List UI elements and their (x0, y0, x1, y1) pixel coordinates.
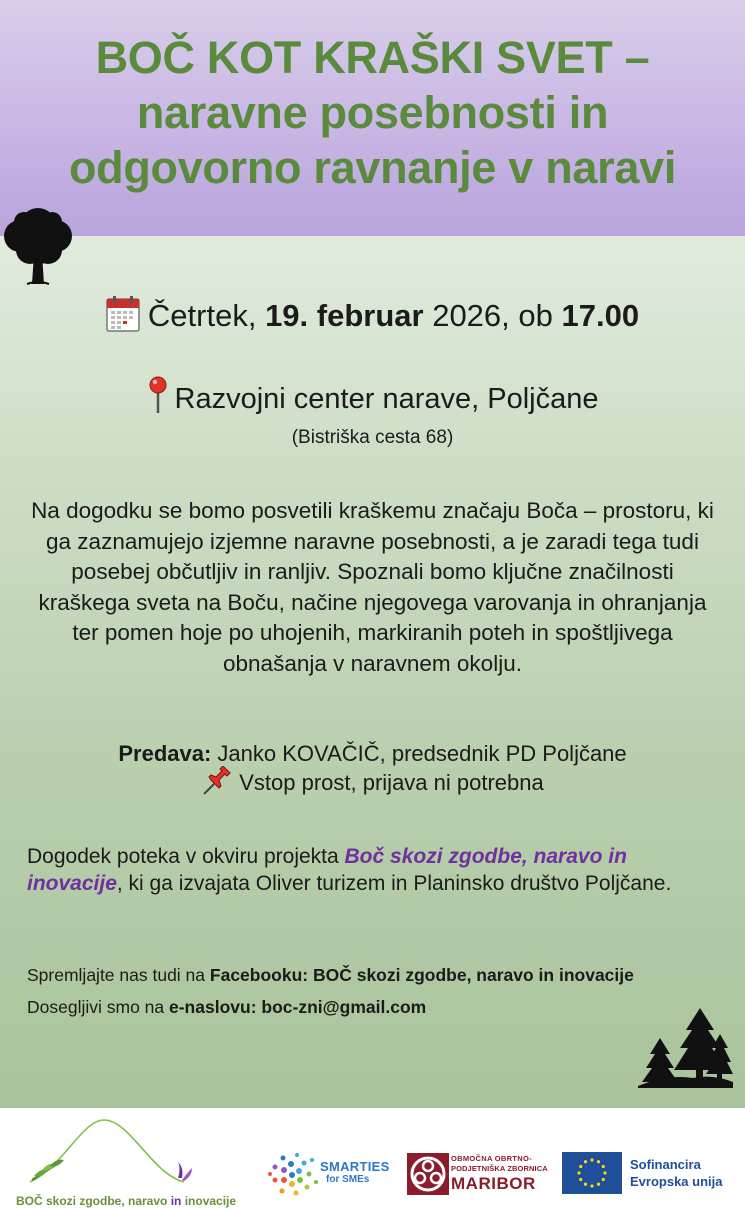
boc-logo-text-b: inovacije (181, 1194, 237, 1208)
project-suffix: , ki ga izvajata Oliver turizem in Planinsko društvo Poljčane. (116, 872, 672, 895)
tree-icon (2, 204, 74, 286)
calendar-icon (106, 296, 140, 332)
boc-project-logo (12, 1114, 242, 1210)
event-date-line (0, 296, 745, 336)
event-venue: Razvojni center narave, Poljčane (174, 383, 599, 415)
poster-title (0, 30, 745, 195)
boc-logo-text-in: in (170, 1194, 182, 1208)
eu-star (584, 1183, 587, 1186)
ooz-text-3: MARIBOR (451, 1174, 536, 1193)
eu-star (602, 1165, 605, 1168)
event-venue-line (0, 376, 745, 418)
ooz-maribor-logo (407, 1153, 548, 1197)
event-year: 2026, ob (432, 298, 553, 333)
lecturer-label: Predava: (118, 741, 212, 766)
eu-cofunding-logo (562, 1152, 738, 1196)
title-line-2: naravne posebnosti in (136, 87, 609, 138)
poster-header (0, 0, 745, 236)
eu-star (597, 1183, 600, 1186)
title-line-1: BOČ KOT KRAŠKI SVET – (95, 32, 650, 83)
event-time: 17.00 (561, 298, 640, 333)
facebook-prefix: Spremljajte nas tudi na (27, 965, 210, 985)
eu-flag-icon (562, 1152, 622, 1194)
boc-logo-text (16, 1194, 236, 1208)
smarties-text-1: SMARTIES (320, 1159, 390, 1174)
eu-star (603, 1171, 606, 1174)
lecturer-line (0, 740, 745, 768)
email-address[interactable]: e-naslovu: boc-zni@gmail.com (169, 997, 427, 1017)
map-pin-icon (147, 376, 169, 414)
email-prefix: Dosegljivi smo na (27, 997, 169, 1017)
eu-star (584, 1160, 587, 1163)
project-info (27, 843, 717, 897)
title-line-3: odgovorno ravnanje v naravi (68, 142, 677, 193)
email-contact (27, 995, 727, 1019)
entry-line (0, 766, 745, 797)
forest-icon (638, 1008, 733, 1088)
lecturer-name: Janko KOVAČIČ, predsednik PD Poljčane (217, 741, 627, 766)
eu-star (579, 1178, 582, 1181)
pushpin-icon (201, 766, 233, 796)
event-address: (Bistriška cesta 68) (291, 427, 454, 448)
eu-text-2: Evropska unija (630, 1174, 723, 1189)
smarties-text-2: for SMEs (326, 1174, 370, 1185)
facebook-contact (27, 963, 727, 987)
event-day: Četrtek, (147, 298, 257, 333)
ooz-emblem-icon (407, 1153, 449, 1195)
eu-text-1: Sofinancira (630, 1157, 701, 1172)
eu-star (590, 1184, 593, 1187)
entry-text: Vstop prost, prijava ni potrebna (239, 770, 544, 795)
ooz-text-1: OBMOČNA OBRTNO- (451, 1154, 532, 1163)
project-name: Boč skozi zgodbe, naravo in inovacije (27, 845, 627, 895)
eu-star (577, 1171, 580, 1174)
event-description: Na dogodku se bomo posvetili kraškemu značaju Boča – prostoru, ki ga zaznamujejo izjemne naravne posebnosti, a je zaradi tega tudi posebej občutljiv in ranljiv. Spoznali bomo ključne značilnosti kraškega sveta na Boču, načine njegovega varovanja in ohranjanja ter pomen hoje po uhojenih, markiranih poteh in spoštljivega obnašanja v naravnem okolju. (31, 498, 714, 676)
eu-star (579, 1165, 582, 1168)
mountain-icon (12, 1114, 242, 1194)
event-date: 19. februar (265, 298, 424, 333)
eu-star (590, 1158, 593, 1161)
sponsor-footer (0, 1108, 745, 1213)
eu-star (597, 1160, 600, 1163)
ooz-text-2: PODJETNIŠKA ZBORNICA (451, 1164, 548, 1173)
smarties-swirl-icon (266, 1150, 320, 1200)
project-prefix: Dogodek poteka v okviru projekta (27, 845, 345, 868)
boc-logo-text-a: BOČ skozi zgodbe, naravo (16, 1194, 171, 1208)
smarties-logo (266, 1150, 396, 1200)
eu-star (602, 1178, 605, 1181)
facebook-page[interactable]: Facebooku: BOČ skozi zgodbe, naravo in inovacije (209, 965, 634, 985)
